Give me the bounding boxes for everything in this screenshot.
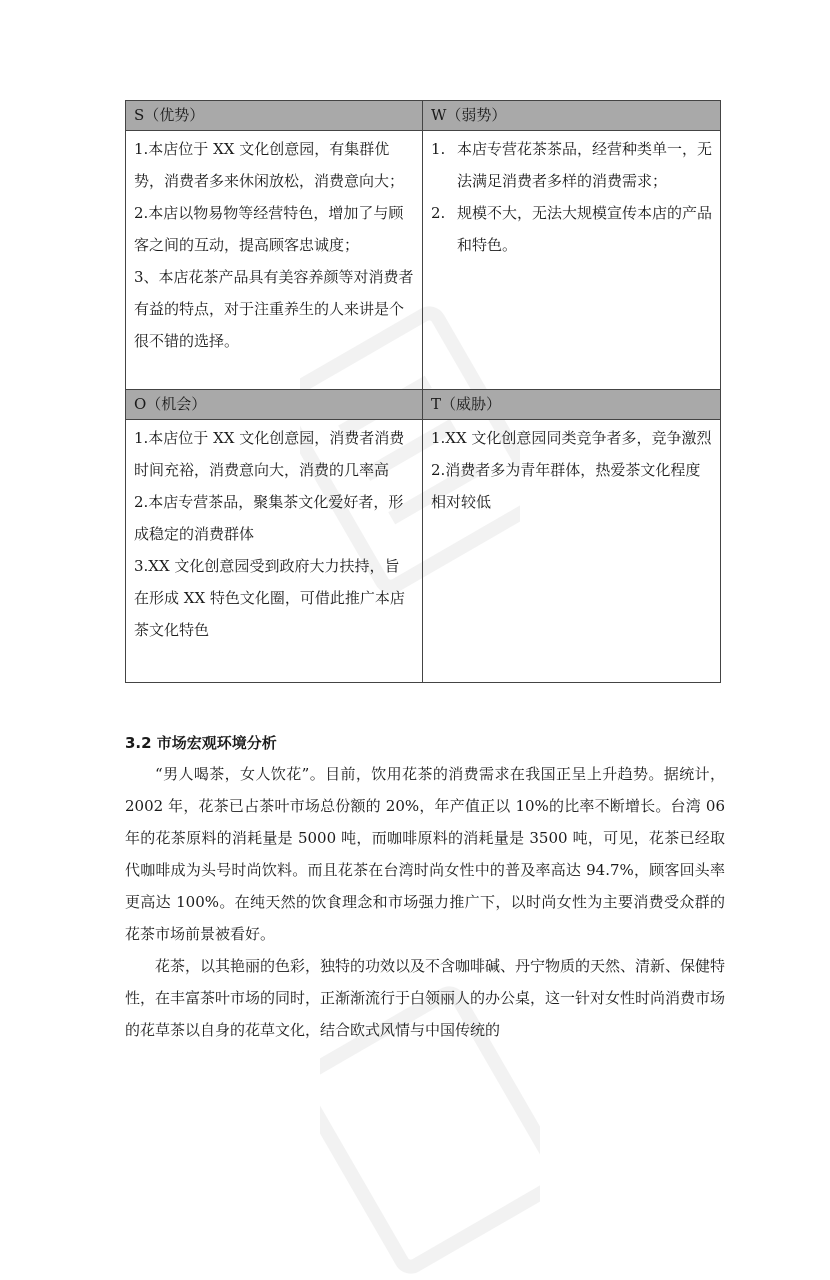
weaknesses-cell bbox=[423, 131, 721, 390]
opportunities-header: O（机会） bbox=[126, 390, 423, 420]
threat-item: 1.XX 文化创意园同类竞争者多，竞争激烈 bbox=[431, 429, 712, 447]
weakness-item: 1. 本店专营花茶茶品，经营种类单一，无法满足消费者多样的消费需求； bbox=[431, 140, 713, 190]
strength-item: 3、本店花茶产品具有美容养颜等对消费者有益的特点，对于注重养生的人来讲是个很不错的选择。 bbox=[134, 268, 414, 350]
weakness-item: 2. 规模不大，无法大规模宣传本店的产品和特色。 bbox=[431, 204, 713, 254]
threats-cell bbox=[423, 420, 721, 683]
threats-header: T（威胁） bbox=[423, 390, 721, 420]
opportunity-item: 3.XX 文化创意园受到政府大力扶持，旨在形成 XX 特色文化圈，可借此推广本店茶文化特色 bbox=[134, 557, 405, 639]
swot-table bbox=[125, 100, 721, 683]
strengths-header: S（优势） bbox=[126, 101, 423, 131]
section-paragraph: 花茶，以其艳丽的色彩，独特的功效以及不含咖啡碱、丹宁物质的天然、清新、保健特性，在丰富茶叶市场的同时，正渐渐流行于白领丽人的办公桌，这一针对女性时尚消费市场的花草茶以自身的花草文化，结合欧式风情与中国传统的 bbox=[125, 957, 726, 1039]
strength-item: 1.本店位于 XX 文化创意园，有集群优势，消费者多来休闲放松，消费意向大； bbox=[134, 140, 405, 190]
weaknesses-header: W（弱势） bbox=[423, 101, 721, 131]
section-heading: 3.2 市场宏观环境分析 bbox=[125, 734, 277, 752]
market-macro-section bbox=[125, 728, 725, 1046]
strengths-cell bbox=[126, 131, 423, 390]
opportunity-item: 2.本店专营茶品，聚集茶文化爱好者，形成稳定的消费群体 bbox=[134, 493, 404, 543]
opportunities-cell bbox=[126, 420, 423, 683]
threat-item: 2.消费者多为青年群体，热爱茶文化程度相对较低 bbox=[431, 461, 701, 511]
section-paragraph: “男人喝茶，女人饮花”。目前，饮用花茶的消费需求在我国正呈上升趋势。据统计，2002 年，花茶已占茶叶市场总份额的 20%，年产值正以 10%的比率不断增长。台湾 06 年的花茶原料的消耗量是 5000 吨，而咖啡原料的消耗量是 3500 吨，可见，花茶已经取代咖啡成为头号时尚饮料。而且花茶在台湾时尚女性中的普及率高达 94.7%，顾客回头率更高达 100%。在纯天然的饮食理念和市场强力推广下，以时尚女性为主要消费受众群的花茶市场前景被看好。 bbox=[125, 765, 725, 943]
strength-item: 2.本店以物易物等经营特色，增加了与顾客之间的互动，提高顾客忠诚度； bbox=[134, 204, 404, 254]
opportunity-item: 1.本店位于 XX 文化创意园，消费者消费时间充裕，消费意向大，消费的几率高 bbox=[134, 429, 405, 479]
